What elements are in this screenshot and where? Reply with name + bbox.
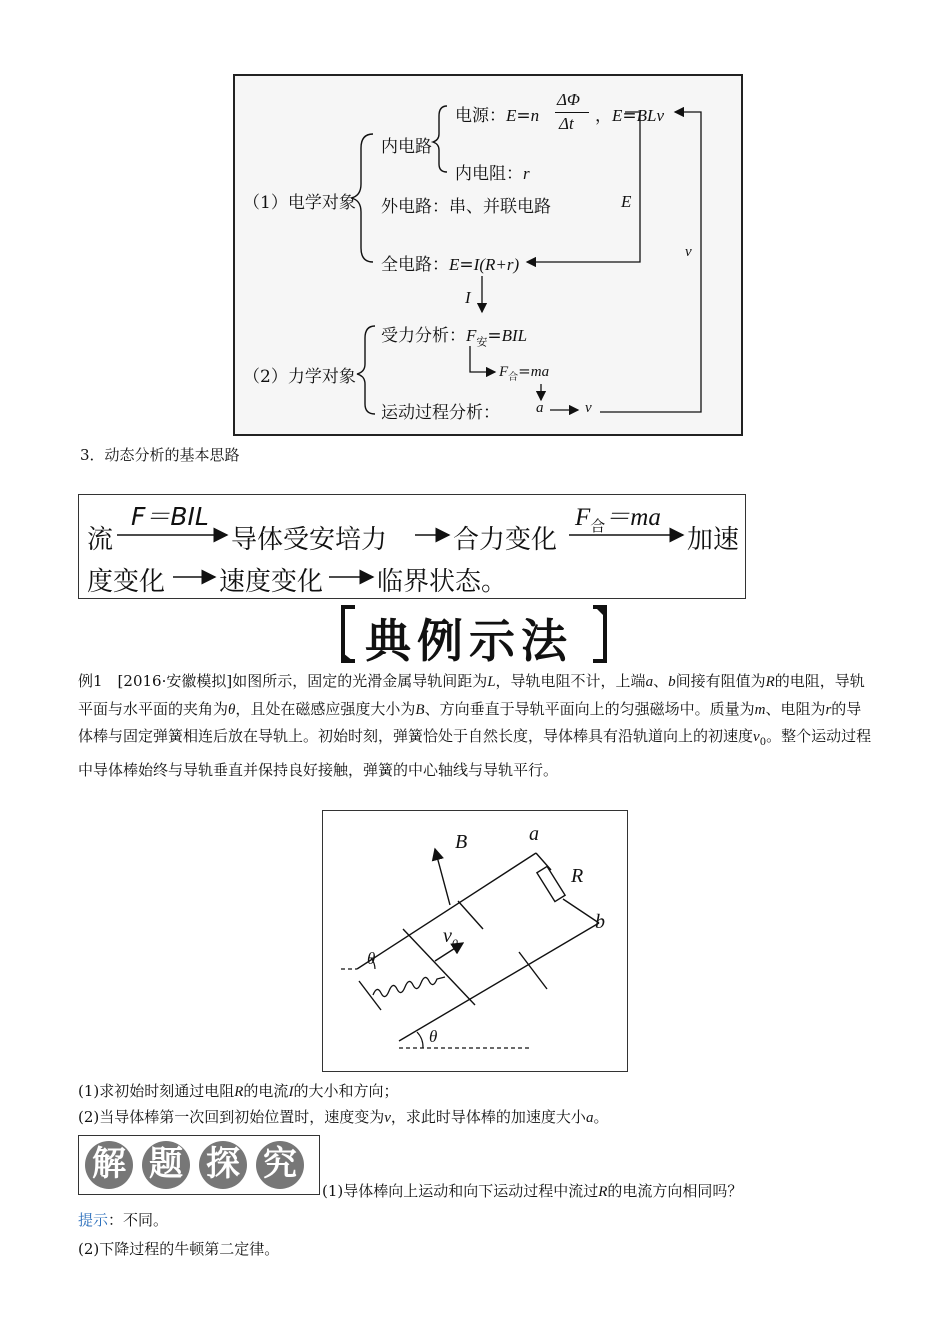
var-v-sub: 0	[759, 737, 767, 748]
fraction-numerator: ΔΦ	[557, 90, 580, 109]
blv-symbol: BLv	[636, 106, 665, 125]
he-subscript-2: 合	[590, 517, 606, 535]
equals-sign-4: =	[487, 326, 502, 346]
badge-char: 解	[85, 1141, 133, 1189]
hint-label: 提示	[78, 1211, 109, 1229]
example-text: 例1 [2016·安徽模拟]如图所示，固定的光滑金属导轨间距为	[78, 672, 488, 690]
rail-figure-drawing	[323, 811, 629, 1073]
external-circuit-label: 外电路：串、并联电路	[381, 197, 551, 217]
he-subscript: 合	[508, 372, 519, 383]
emf-motional-row	[595, 101, 664, 126]
v-arrow-label: v	[685, 244, 692, 260]
equals-sign: =	[516, 106, 531, 126]
net-force-row	[499, 362, 549, 383]
f-symbol-3: F	[575, 504, 591, 531]
hint-line	[78, 1209, 168, 1230]
example-banner	[339, 603, 609, 666]
motion-analysis-label: 运动过程分析：	[381, 403, 500, 423]
badge-char: 题	[142, 1141, 190, 1189]
internal-resistance-row	[455, 159, 530, 184]
flow-step-6: 速度变化	[219, 567, 324, 597]
example-text: 、方向垂直于导轨平面向上的匀强磁场中。质量为	[424, 699, 755, 718]
badge-char: 究	[256, 1141, 304, 1189]
label-theta-upper: θ	[367, 949, 376, 968]
an-subscript: 安	[476, 335, 488, 349]
rail-figure	[322, 810, 628, 1072]
flow-label-f-bil: F＝BIL	[131, 502, 209, 531]
solution-exploration-badge	[78, 1135, 320, 1195]
example-paragraph	[78, 668, 876, 783]
q1-var-i: I	[288, 1084, 294, 1100]
emf-symbol: E	[506, 106, 517, 125]
question-2	[78, 1106, 608, 1127]
internal-resistance-label: 内电阻：	[455, 164, 523, 184]
full-circuit-label: 全电路：	[381, 255, 449, 275]
var-theta: θ	[228, 701, 236, 718]
internal-circuit-label: 内电路	[381, 137, 432, 157]
force-analysis-label: 受力分析：	[381, 326, 466, 346]
q2-text-2: ，求此时导体棒的加速度大小	[390, 1108, 586, 1126]
force-analysis-row	[381, 321, 527, 349]
bil-symbol: BIL	[501, 326, 528, 345]
q2-var-a: a	[585, 1110, 594, 1126]
q2-var-v: v	[384, 1110, 391, 1126]
mechanics-object-label: （2）力学对象	[243, 367, 356, 387]
var-a: a	[645, 674, 654, 690]
q1-text-2: 的电流	[243, 1082, 289, 1100]
badge-char: 探	[199, 1141, 247, 1189]
a-symbol: a	[536, 400, 544, 416]
flow-step-3: 合力变化	[453, 525, 558, 555]
fraction-bar	[555, 112, 589, 113]
q1-text-3: 的大小和方向；	[293, 1082, 399, 1100]
flow-step-4: 加速	[687, 525, 740, 555]
emf-source-label: 电源：	[455, 106, 506, 126]
sub-question-2: (2)下降过程的牛顿第二定律。	[78, 1240, 280, 1258]
banner-title: 典例示法	[365, 614, 573, 668]
example-text: 。整个运动过程中导体棒始终与导轨垂直并保持良好接触，弹簧的中心轴线与导轨平行。	[78, 727, 872, 779]
sub1-text-2: 的电流方向相同吗？	[607, 1182, 743, 1200]
flow-label-f-ma	[575, 497, 661, 536]
question-1	[78, 1080, 398, 1101]
sub1-text: (1)导体棒向上运动和向下运动过程中流过	[322, 1182, 599, 1200]
q2-text-3: 。	[593, 1108, 609, 1126]
flow-step-1: 流	[87, 525, 114, 555]
eq-ma: ＝ma	[605, 504, 661, 531]
equals-sign-2: =	[622, 106, 637, 126]
var-v: v	[753, 729, 760, 745]
comma: ，	[595, 106, 612, 126]
example-text: 间接有阻值为	[675, 672, 766, 690]
example-text: 的导体棒与固定弹簧相连后放在导轨上。初始时刻，弹簧恰处于自然长度，导体棒具有沿轨道向上的初速度	[78, 699, 862, 745]
emf-source-row	[455, 101, 539, 126]
r-plus-r: (R+r)	[479, 255, 520, 274]
example-text: ，导轨电阻不计，上端	[495, 672, 646, 690]
emf-symbol-2: E	[612, 106, 623, 125]
v-letter: v	[443, 925, 452, 947]
q2-text: (2)当导体棒第一次回到初始位置时，速度变为	[78, 1108, 385, 1126]
var-b: b	[668, 674, 676, 690]
label-point-b: b	[595, 911, 605, 933]
hint-text: 不同。	[123, 1211, 169, 1229]
flow-step-7: 临界状态。	[377, 567, 508, 597]
concept-map-diagram	[233, 74, 743, 436]
full-circuit-row	[381, 250, 519, 275]
sub-question-1	[322, 1180, 742, 1201]
e-arrow-label: E	[621, 192, 632, 211]
var-small-r: r	[825, 701, 832, 718]
flow-step-2: 导体受安培力	[231, 525, 388, 555]
flow-step-5: 度变化	[87, 567, 166, 597]
label-b-field: B	[455, 831, 468, 853]
var-m: m	[754, 701, 766, 718]
equals-sign-3: =	[459, 255, 474, 275]
example-text: 、电阻为	[765, 699, 826, 718]
emf-symbol-3: E	[449, 255, 460, 274]
r-symbol: r	[523, 164, 530, 183]
label-point-a: a	[529, 823, 539, 845]
fraction-denominator: Δt	[559, 114, 574, 133]
v-symbol: v	[585, 400, 592, 416]
f-symbol-2: F	[499, 364, 509, 380]
i-arrow-label: I	[465, 288, 471, 307]
n-symbol: n	[530, 106, 540, 125]
label-resistor: R	[571, 865, 584, 887]
i-symbol: I	[473, 255, 480, 274]
dynamic-analysis-flow	[78, 494, 746, 599]
electric-object-label: （1）电学对象	[243, 193, 356, 213]
q1-var-r: R	[234, 1084, 244, 1100]
var-r: R	[765, 674, 775, 690]
var-bfield: B	[415, 701, 425, 718]
section-heading: 3．动态分析的基本思路	[80, 446, 240, 464]
sub1-var-r: R	[598, 1184, 608, 1200]
hint-colon: ：	[108, 1211, 124, 1229]
ma-symbol: ma	[530, 364, 550, 380]
example-text: 的电阻，导轨平面与水平面的夹角为	[78, 672, 865, 718]
q1-text: (1)求初始时刻通过电阻	[78, 1082, 235, 1100]
label-v0	[443, 925, 458, 951]
f-symbol: F	[466, 326, 477, 345]
equals-sign-5: =	[518, 362, 531, 380]
example-text: ，且处在磁感应强度大小为	[235, 699, 416, 718]
example-text: 、	[653, 672, 669, 690]
label-theta-lower: θ	[429, 1027, 438, 1046]
var-l: L	[487, 674, 496, 690]
v-subscript: 0	[451, 936, 458, 950]
